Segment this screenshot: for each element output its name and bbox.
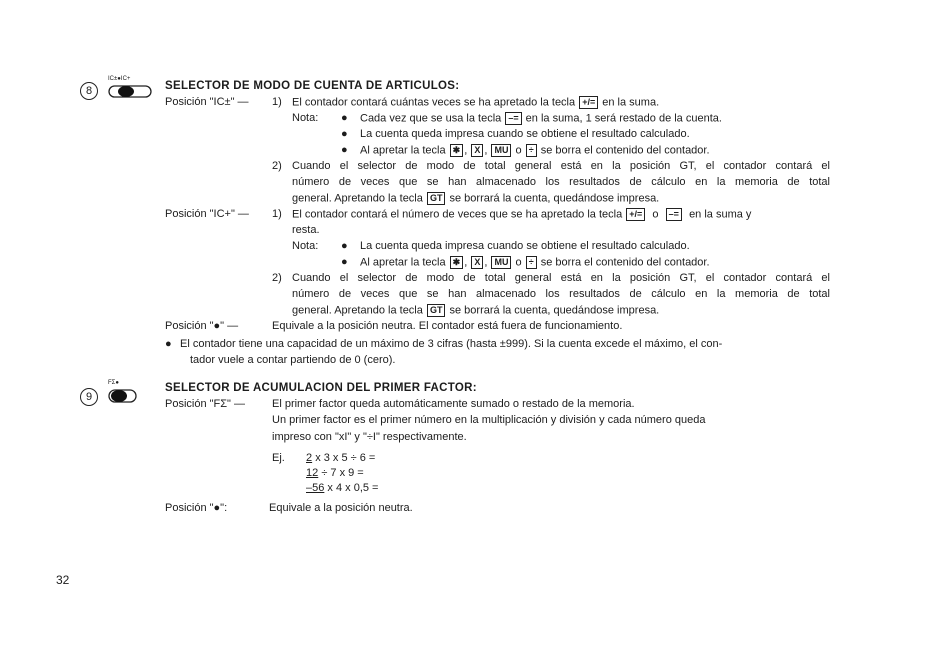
times-key: X xyxy=(471,144,483,157)
example-line3: –56 x 4 x 0,5 = xyxy=(306,482,379,494)
bullet: ● xyxy=(341,240,348,252)
mu-key: MU xyxy=(491,256,511,269)
mu-key: MU xyxy=(491,144,511,157)
pos1-note1: Cada vez que se usa la tecla –= en la suma, 1 será restado de la cuenta. xyxy=(360,112,722,125)
pos2-item1-line2: resta. xyxy=(292,224,320,236)
section-9-number: 9 xyxy=(80,388,98,406)
slide-switch-icon xyxy=(108,83,154,99)
plus-equals-key: +/= xyxy=(579,96,598,109)
example-line1: 2 x 3 x 5 ÷ 6 = xyxy=(306,452,376,464)
example-label: Ej. xyxy=(272,452,285,464)
pos2-label: Posición "IC+" — xyxy=(165,208,249,220)
divide-key: ÷ xyxy=(526,256,537,269)
bullet: ● xyxy=(341,256,348,268)
pos2-item2-num: 2) xyxy=(272,272,282,284)
bullet: ● xyxy=(341,112,348,124)
pos2-item2-line3: general. Apretando la tecla GT se borrará la cuenta, quedándose impresa. xyxy=(292,304,660,317)
pos1-item1-num: 1) xyxy=(272,96,282,108)
plus-equals-key: +/= xyxy=(626,208,645,221)
pos1-item2-line3: general. Apretando la tecla GT se borrará la cuenta, quedándose impresa. xyxy=(292,192,660,205)
pos2-item1-num: 1) xyxy=(272,208,282,220)
f-pos1-label: Posición "FΣ" — xyxy=(165,398,246,410)
counter-note-line2: tador vuele a contar partiendo de 0 (cero). xyxy=(190,354,396,366)
pos1-item2-num: 2) xyxy=(272,160,282,172)
star-key: ✱ xyxy=(450,144,464,157)
nota-label: Nota: xyxy=(292,240,319,252)
pos1-item1-text: El contador contará cuántas veces se ha apretado la tecla +/= en la suma. xyxy=(292,96,660,109)
f-pos1-line2: Un primer factor es el primer número en la multiplicación y división y cada número queda xyxy=(272,414,706,426)
bullet: ● xyxy=(165,338,172,350)
pos2-note2: Al apretar la tecla ✱ , X , MU o ÷ se borra el contenido del contador. xyxy=(360,256,710,269)
star-key: ✱ xyxy=(450,256,464,269)
ic-mode-switch-icon xyxy=(108,76,154,104)
nota-label: Nota: xyxy=(292,112,319,124)
slide-switch-icon xyxy=(108,387,138,404)
pos1-item2-line2: número de veces que se han almacenado los resultados de cálculo en la memoria de total xyxy=(292,176,830,188)
pos3-text: Equivale a la posición neutra. El contador está fuera de funcionamiento. xyxy=(272,320,623,332)
bullet: ● xyxy=(341,128,348,140)
pos1-item2-line1: Cuando el selector de modo de total general está en la posición GT, el contador contará el xyxy=(292,160,830,172)
pos1-note2: La cuenta queda impresa cuando se obtiene el resultado calculado. xyxy=(360,128,690,140)
f-pos2-text: Equivale a la posición neutra. xyxy=(269,502,413,514)
f-pos1-line3: impreso con "xI" y "÷I" respectivamente. xyxy=(272,431,467,443)
counter-note-line1: El contador tiene una capacidad de un máximo de 3 cifras (hasta ±999). Si la cuenta excede el máximo, el con- xyxy=(180,338,723,350)
f-pos2-label: Posición "●": xyxy=(165,502,228,514)
section-9-title: SELECTOR DE ACUMULACION DEL PRIMER FACTOR: xyxy=(165,382,477,394)
f-pos1-line1: El primer factor queda automáticamente sumado o restado de la memoria. xyxy=(272,398,635,410)
bullet: ● xyxy=(341,144,348,156)
section-8-title: SELECTOR DE MODO DE CUENTA DE ARTICULOS: xyxy=(165,80,460,92)
pos3-label: Posición "●" — xyxy=(165,320,239,332)
page-number: 32 xyxy=(56,573,70,587)
pos1-label: Posición "IC±" — xyxy=(165,96,249,108)
pos1-note3: Al apretar la tecla ✱ , X , MU o ÷ se borra el contenido del contador. xyxy=(360,144,710,157)
pos2-item2-line2: número de veces que se han almacenado los resultados de cálculo en la memoria de total xyxy=(292,288,830,300)
ic-switch-label: IC±●IC+ xyxy=(108,76,131,82)
example-line2: 12 ÷ 7 x 9 = xyxy=(306,467,364,479)
pos2-item1-text: El contador contará el número de veces que se ha apretado la tecla +/= o –= en la suma y xyxy=(292,208,752,221)
minus-equals-key: –= xyxy=(505,112,521,125)
divide-key: ÷ xyxy=(526,144,537,157)
gt-key: GT xyxy=(427,304,446,317)
times-key: X xyxy=(471,256,483,269)
gt-key: GT xyxy=(427,192,446,205)
f-switch-label: FΣ● xyxy=(108,380,119,386)
minus-equals-key: –= xyxy=(666,208,682,221)
pos2-note1: La cuenta queda impresa cuando se obtiene el resultado calculado. xyxy=(360,240,690,252)
section-8-number: 8 xyxy=(80,82,98,100)
pos2-item2-line1: Cuando el selector de modo de total general está en la posición GT, el contador contará el xyxy=(292,272,830,284)
f-sigma-switch-icon xyxy=(108,380,138,409)
